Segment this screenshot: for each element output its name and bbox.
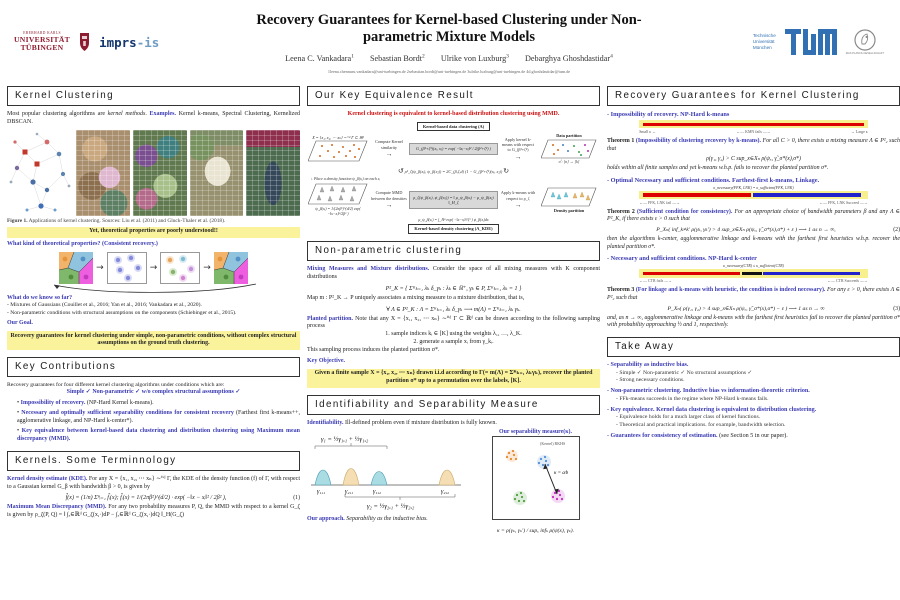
separability-figure bbox=[471, 429, 600, 537]
know-so-far-title: What do we know so far? bbox=[7, 294, 73, 301]
theorem-3-formula-row bbox=[607, 306, 900, 312]
tuebingen-crest-icon bbox=[78, 32, 91, 52]
mixing-space-formula: P²_K = { Σᴷₖ₌₁ λₖ δ_γₖ : λₖ ∈ ℝ⁺, γₖ ∈ P, Σᴷₖ₌₁ λₖ = 1 } bbox=[385, 285, 522, 292]
bar2-label-left: ←–– FFK, LNK fail ––→ bbox=[639, 200, 680, 205]
impossibility-subhead: - Impossibility of recovery. NP-Hard k-means bbox=[607, 111, 730, 118]
intro-pre: Most popular clustering algorithms are bbox=[7, 111, 108, 117]
kernel-clustering-intro bbox=[7, 111, 300, 127]
left-column bbox=[7, 86, 300, 598]
theorem-3-formula: P_Xₙ( ρ(γ₁, γ₂) > 4 sup_x∈Xₙ ρ(ψₓ, γ̃_σ*(x),σ*) − ε ) ⟶ 1 as n → ∞ bbox=[667, 305, 825, 312]
contribution-bullet-1: • Impossibility of recovery. (NP-Hard Kernel k-means). bbox=[17, 400, 154, 407]
sampling-step-2: 2. generate a sample xᵢ from γ_kᵢ. bbox=[413, 339, 494, 346]
theorem-1-label: Theorem 1 bbox=[607, 137, 635, 144]
eq-number-3: (3) bbox=[893, 305, 900, 312]
theorem-2-after: then the algorithms k-center, agglommerative linkage and k-means with the farthest first heuristics w.h.p. recover the planted partition σ*. bbox=[607, 236, 900, 250]
separability-title: Our separability measure(κ). bbox=[499, 429, 572, 436]
sigma-label: σ̂ : [n] → [k] bbox=[558, 159, 580, 164]
takeaway-1-bold: - Separability as inductive bias. bbox=[607, 362, 689, 369]
kappa-bar-2 bbox=[639, 186, 868, 205]
author-1-sup: 1 bbox=[351, 53, 354, 60]
bar1-label-mid: ←–– KMN fails ––→ bbox=[736, 129, 771, 134]
theorem-1-statement: For all C > 0, there exists a mixing measure Λ ∈ P²₂ such that bbox=[607, 137, 900, 152]
data-partition-plane bbox=[538, 133, 600, 164]
down-arrow-icon: ↓ bbox=[311, 176, 313, 181]
takeaway-1-sub-2: - Strong necessary conditions. bbox=[616, 377, 685, 384]
contribution-bullet-2: • Necessary and optimally sufficient separability conditions for consistent recovery (Farthest first k-means++, agglomerative linkage, and NP-Hard k-center*). bbox=[17, 410, 300, 424]
bump-label-2: γ₂,₁ bbox=[345, 489, 354, 496]
identifiability-line bbox=[307, 420, 600, 428]
theorem-1-formula: ρ(γ₁, γ₂) > C sup_x∈Xₙ ρ(ψₓ, γ̃_σ*(x),σ*) bbox=[706, 156, 801, 163]
pipeline-arrow-3-icon: → bbox=[203, 262, 211, 273]
tuebingen-line3: TÜBINGEN bbox=[20, 42, 64, 52]
approach-rest: Separability as the inductive bias. bbox=[344, 516, 428, 523]
mixing-bold: Mixing Measures and Mixture distributions. bbox=[307, 265, 430, 272]
know-item-2: - Non-parametric conditions with structural assumptions on the components (Schiebinger et al., 2015). bbox=[7, 309, 237, 316]
partition-panel-image bbox=[59, 252, 93, 284]
density-clustering-label: Kernel-based density clustering (A_KDE) bbox=[408, 224, 498, 234]
bar2-red-segment bbox=[643, 193, 751, 196]
theorem-1-paren: (Impossibility of clustering recovery by k-means). bbox=[635, 137, 761, 144]
header bbox=[0, 0, 900, 84]
arrow-right-icon: → bbox=[514, 200, 522, 209]
theorem-2 bbox=[607, 209, 900, 224]
author-2 bbox=[370, 54, 425, 63]
tum-text bbox=[753, 33, 776, 50]
author-3-name: Ulrike von Luxburg bbox=[440, 53, 507, 63]
theorem-1 bbox=[607, 138, 900, 153]
compute-mmd-arrow bbox=[371, 190, 407, 209]
bar2-label-right: ←–– FFK, LNK Succeed ––→ bbox=[819, 200, 868, 205]
place-density-label bbox=[311, 177, 600, 182]
cycle-right-icon: ↻ bbox=[503, 166, 510, 175]
mixing-paragraph bbox=[307, 266, 600, 282]
apply-kernel-kmeans-arrow bbox=[500, 137, 536, 162]
section-title-kernel-clustering: Kernel Clustering bbox=[7, 86, 300, 106]
section-takeaway bbox=[607, 337, 900, 439]
bump-label-3: γ₁,₂ bbox=[373, 489, 382, 496]
identifiability-bold: Identifiability. bbox=[307, 419, 344, 426]
arrow-right-icon: → bbox=[385, 149, 393, 158]
mixing-rest: Consider the space of all mixing measures with K component distributions bbox=[307, 265, 600, 280]
arrow-right-icon: → bbox=[385, 200, 393, 209]
place-density-text: Place a density function ψ_β(xᵢ) on each xᵢ bbox=[313, 176, 381, 181]
kappa-annotation: κ = a⁄b bbox=[553, 471, 568, 477]
section-title-identifiability: Identifiability and Separability Measure bbox=[307, 395, 600, 415]
rkhs-label: (Kernel) RKHS bbox=[539, 441, 565, 447]
planted-paragraph bbox=[307, 316, 600, 332]
mosaic-image-2 bbox=[133, 130, 187, 216]
necessary-conditions-subhead: - Necessary and sufficient conditions. NP-Hard k-center bbox=[607, 255, 757, 263]
takeaway-2-sub-1: - FFk-means succeeds in the regime where NP-Hard k-means fails. bbox=[616, 395, 769, 402]
author-4 bbox=[525, 54, 613, 63]
mosaic-image-4 bbox=[246, 130, 300, 216]
takeaway-1-sub-1: - Simple ✓ Non-parametric ✓ No structural assumptions ✓ bbox=[616, 369, 753, 376]
kappa-bar-1 bbox=[639, 120, 868, 134]
theorem-2-label: Theorem 2 bbox=[607, 208, 635, 215]
identifiability-figures bbox=[307, 429, 600, 537]
bar3-black-segment bbox=[742, 272, 762, 275]
right-column bbox=[607, 86, 900, 598]
map-text: Map m : P²_K → P uniquely associates a mixing measure to a mixture distribution, that is, bbox=[307, 294, 525, 301]
takeaway-item-4 bbox=[607, 433, 900, 439]
our-goal-title: Our Goal. bbox=[7, 320, 33, 327]
cycle-left-icon: ↺ bbox=[397, 166, 404, 175]
data-clustering-row bbox=[307, 133, 600, 164]
kappa-formula: κ = ρ(γₖ, γₖ′) / supₓ infₖ ρ(ψ(x), γₖ). bbox=[496, 528, 575, 535]
eq-number-2: (2) bbox=[893, 227, 900, 234]
takeaway-item-1 bbox=[607, 362, 900, 383]
theorem-3-label: Theorem 3 bbox=[607, 287, 635, 294]
network-graph-image bbox=[7, 130, 73, 216]
bar3-label-left: ←–– CTR fails ––→ bbox=[639, 279, 672, 284]
theorem-3-statement: For any ε > 0, there exists Λ ∈ P²₂ such that bbox=[607, 287, 900, 302]
pipeline-arrow-1-icon: → bbox=[96, 262, 104, 273]
kappa-bar-1-labels bbox=[639, 130, 868, 134]
gamma1-equation: γ₁ = ½γ₁,₁ + ½γ₁,₂ bbox=[321, 436, 369, 444]
tum-text-line3: München bbox=[752, 44, 772, 50]
section-title-nonparametric: Non-parametric clustering bbox=[307, 241, 600, 261]
takeaway-4-bold: - Guarantees for consistency of estimation. bbox=[607, 432, 718, 439]
takeaway-4-rest: (see Section 5 in our paper). bbox=[717, 432, 788, 439]
figure-1-caption bbox=[7, 218, 300, 224]
kde-formula-row bbox=[7, 494, 300, 501]
author-1-name: Leena C. Vankadara bbox=[285, 53, 352, 63]
density-partition-label: Density partition bbox=[553, 207, 585, 213]
equivalence-diagram bbox=[307, 122, 600, 234]
bar1-red-segment bbox=[643, 123, 864, 126]
tum-text-line2: Universität bbox=[752, 39, 775, 45]
mmd-box: ρ_ζ(ψ_β(xᵢ), ψ_β(xⱼ)) = ‖ μ_ψ_β(xᵢ) − μ_ψ_β(xⱼ) ‖_H_ζ bbox=[409, 191, 498, 209]
author-2-sup: 2 bbox=[422, 53, 425, 60]
header-left-logos bbox=[0, 32, 232, 52]
kappa-bar-1-band bbox=[639, 120, 868, 128]
map-formula: ∀ Λ ∈ P²_K : Λ = Σᴷₖ₌₁ λₖ δ_γₖ ⟶ m(Λ) = Σᴷₖ₌₁ λₖ γₖ. bbox=[386, 306, 521, 313]
intro-dot: . bbox=[145, 111, 150, 117]
bar3-blue-segment bbox=[763, 272, 860, 275]
data-partition-label: Data partition bbox=[556, 133, 582, 139]
theorem-2-formula-row bbox=[607, 227, 900, 233]
labeled-clusters-image bbox=[160, 252, 200, 284]
planted-bold: Planted partition. bbox=[307, 315, 353, 322]
pipeline-return-arrow-icon bbox=[44, 283, 264, 293]
bar3-red-segment bbox=[643, 272, 740, 275]
intro-em: kernel methods bbox=[107, 111, 146, 117]
mixture-bumps-image bbox=[307, 429, 465, 511]
optimal-conditions-subhead: - Optimal Necessary and sufficient conditions. Farthest-first k-means, Linkage. bbox=[607, 176, 820, 184]
author-2-name: Sebastian Bordt bbox=[369, 53, 423, 63]
section-key-contributions bbox=[7, 357, 300, 444]
planted-rest: Note that any X = {x₁, x₂, ⋯ xₙ} ∼ⁱⁱᵈ Γ ⊂ ℝᵈ can be drawn according to the following sampling process bbox=[307, 315, 600, 330]
author-3-sup: 3 bbox=[506, 53, 509, 60]
theorem-1-after: holds within all finite samples and yet k-means w.h.p. fails to recover the planted partition σ*. bbox=[607, 165, 829, 172]
gamma2-equation: γ₂ = ½γ₂,₁ + ½γ₂,₂ bbox=[367, 503, 415, 511]
tuebingen-line2: UNIVERSITÄT bbox=[14, 34, 71, 44]
bar1-label-left: Small κ ← bbox=[639, 129, 657, 134]
mosaic-image-1 bbox=[76, 130, 130, 216]
sample-plane-image bbox=[308, 140, 368, 162]
kappa-bar-2-band bbox=[639, 191, 868, 199]
author-3 bbox=[441, 54, 509, 63]
section-terminology bbox=[7, 451, 300, 521]
psi-formula: ψ_β(xᵢ) = 1/(2πβ²)^(d/2) exp( −‖x−xᵢ‖²/2β² ) bbox=[315, 206, 361, 216]
section-nonparametric bbox=[307, 241, 600, 388]
section-kernel-clustering bbox=[7, 86, 300, 350]
bar1-label-right: → Large κ bbox=[850, 129, 868, 134]
kde-rest: For any X = {x₁, x₂, ⋯ xₙ} ∼ⁱⁱᵈ Γ, the KDE of the density function (f) of Γ, with respect to a Gaussian kernel G_β with bandwidth β > 0, is given by bbox=[7, 475, 300, 490]
takeaway-3-sub-1: - Equivalence holds for a much larger class of kernel functions. bbox=[616, 414, 761, 421]
data-partition-image bbox=[541, 139, 597, 159]
compute-mmd-label: Compute MMD between the densities bbox=[371, 190, 407, 201]
approach-bold: Our approach. bbox=[307, 516, 345, 523]
max-planck-emblem-icon bbox=[854, 29, 876, 51]
middle-column bbox=[307, 86, 600, 598]
kernel-similarity-box: G_(β²+ζ²)(xᵢ, xⱼ) = exp( −‖xᵢ−xⱼ‖² / 2(β²+ζ²) ) bbox=[409, 143, 498, 155]
tuebingen-line1: EBERHARD KARLS bbox=[23, 31, 61, 36]
know-item-1: - Mixtures of Gaussians (Couillet et al., 2016; Yan et al., 2016; Vankadara et al., 2020). bbox=[7, 302, 202, 309]
bullet-1-rest: (NP-Hard Kernel k-means). bbox=[85, 400, 154, 407]
bullet-2-bold: Necessary and optimally sufficient separability conditions for consistent recovery bbox=[21, 410, 234, 416]
kappa-bar-3-band bbox=[639, 269, 868, 277]
author-4-sup: 4 bbox=[610, 53, 613, 60]
kappa-bar-2-top: κ_necessary(FFK, LNK) = κ_sufficient(FFK, LNK) bbox=[713, 185, 794, 190]
takeaway-3-sub-2: - Theoretical and practical implications. for example, bandwidth selection. bbox=[616, 421, 786, 428]
density-plane bbox=[307, 183, 369, 216]
sample-label: X = {x₁, x₂, ⋯ xₙ} ∼ⁱⁱᵈ Γ ⊂ ℝᵈ bbox=[312, 134, 364, 140]
section-title-equivalence: Our Key Equivalence Result bbox=[307, 86, 600, 106]
partition-panel-image-2 bbox=[214, 252, 248, 284]
kappa-bar-2-labels bbox=[639, 201, 868, 205]
key-objective-highlight: Given a finite sample X = {x₁, x₂, ⋯ xₙ} drawn i.i.d according to Γ(= m(Λ) = Σᴷₖ₌₁ λₖγₖ), recover the planted partition σ* up to a permutation over the labels, [K]. bbox=[307, 369, 600, 388]
density-partition-plane bbox=[538, 187, 600, 214]
section-identifiability bbox=[307, 395, 600, 538]
section-recovery bbox=[607, 86, 900, 330]
max-planck-logo bbox=[846, 29, 884, 55]
max-planck-caption: MAX-PLANCK-GESELLSCHAFT bbox=[845, 52, 884, 55]
author-4-name: Debarghya Ghoshdastidar bbox=[524, 53, 611, 63]
key-objective-title: Key Objective. bbox=[307, 358, 345, 365]
bar3-label-right: ←–– CTR Succeeds ––→ bbox=[827, 279, 868, 284]
imprs-is-logo bbox=[99, 35, 159, 50]
takeaway-2-bold: - Non-parametric clustering. Inductive bias vs information-theoretic criterion. bbox=[607, 388, 810, 395]
equivalence-cycle-formula-row bbox=[307, 167, 600, 176]
arrow-right-icon: → bbox=[514, 152, 522, 161]
theorem-2-formula: P_Xₙ( inf_k≠k′ ρ(γₖ, γₖ′) > 4 sup_x∈Xₙ ρ(ψₓ, γ̃_σ*(x),σ*) + ε ) ⟶ 1 as n → ∞, bbox=[656, 227, 836, 234]
kde-paragraph bbox=[7, 476, 300, 492]
approach-line bbox=[307, 516, 465, 524]
theorem-3-after: and, as n → ∞, agglommerative linkage and k-means with the farthest first heuristics fail to recover the planted partition σ* with probability approaching ½ and 1, respectively. bbox=[607, 314, 900, 329]
unlabeled-clusters-image bbox=[107, 252, 147, 284]
figure-1 bbox=[7, 130, 300, 216]
kde-formula: f̂(x) = (1/n) Σⁿᵢ₌₁ f̃ᵢ(x); f̃ᵢ(x) = 1/(2πβ²)^(d/2) · exp( −‖x − xᵢ‖² / 2β² ), bbox=[65, 495, 227, 502]
takeaway-3-bold: - Key equivalence. Kernel data clustering is equivalent to distribution clustering. bbox=[607, 406, 817, 413]
cycle-formula: ρ²_ζ(ψ_β(xᵢ), ψ_β(xⱼ)) = 2C_(β,ζ,d) (1 − G_(β²+ζ²)(xᵢ, xⱼ)) bbox=[404, 168, 503, 174]
sampling-step-1: 1. sample indices kᵢ ∈ [K] using the weights λ₁, …, λ_K. bbox=[385, 331, 522, 338]
compute-similarity-label: Compute Kernel similarity bbox=[375, 139, 403, 150]
equivalence-claim: Kernel clustering is equivalent to kernel-based distribution clustering using MMD. bbox=[347, 111, 560, 117]
bar2-blue-segment bbox=[753, 193, 861, 196]
header-center bbox=[232, 10, 666, 74]
highlight-poorly-understood: Yet, theoretical properties are poorly understood!! bbox=[7, 227, 300, 238]
rkhs-scatter-image bbox=[492, 436, 580, 520]
header-right-logos bbox=[666, 29, 900, 55]
mmd-paragraph bbox=[7, 504, 300, 520]
theorem-3-paren: (For linkage and k-means with heuristic, the condition is indeed necessary). bbox=[635, 287, 826, 294]
poster-title: Recovery Guarantees for Kernel-based Clustering under Non-parametric Mixture Models bbox=[256, 12, 642, 46]
imprs-is-suffix: -is bbox=[136, 34, 160, 50]
compute-similarity-arrow bbox=[371, 139, 407, 158]
bullet-1-bold: Impossibility of recovery. bbox=[20, 400, 86, 407]
bump-label-4: γ₂,₂ bbox=[441, 489, 450, 496]
contributions-intro: Recovery guarantees for four different kernel clustering algorithms under conditions which are: bbox=[7, 381, 225, 388]
intro-post: Kernel k-means, Spectral Clustering, Kernelized DBSCAN. bbox=[7, 111, 300, 125]
mu-formula: μ_ψ_β(xᵢ) = ∫_ℝᵈ exp( −‖x−xᵢ‖²/ζ² ) ψ_β(xᵢ)dx bbox=[418, 218, 489, 223]
eq-number-1: (1) bbox=[293, 494, 300, 501]
density-plane-image bbox=[308, 183, 368, 205]
section-title-takeaway: Take Away bbox=[607, 337, 900, 357]
kappa-bar-3-top: κ_necessary(CTR) ≤ κ_sufficient(CTR) bbox=[723, 264, 784, 269]
authors-line bbox=[232, 53, 666, 63]
author-1 bbox=[285, 54, 354, 63]
bullet-2-rest: (Farthest first k-means++, agglomerative linkage, and NP-Hard k-center*). bbox=[17, 410, 300, 424]
tum-text-line1: Technische bbox=[752, 33, 776, 39]
section-title-recovery: Recovery Guarantees for Kernel Clustering bbox=[607, 86, 900, 106]
data-clustering-label: Kernel-based data clustering (A) bbox=[417, 122, 490, 132]
sample-plane bbox=[307, 135, 369, 164]
mmd-rest: For any two probability measures P, Q, the MMD with respect to a kernel G_ζ is given by ρ_ζ(P, Q) = ‖ ∫ₓ∈ℝᵈ G_ζ(x,·)dP − ∫ₓ∈ℝᵈ G_ζ(x,·)dQ ‖_H(G_ζ) bbox=[7, 504, 300, 519]
kde-bold: Kernel density estimate (KDE). bbox=[7, 475, 88, 482]
goal-highlight: Recovery guarantees for kernel clustering under simple, non-parametric conditions, without complex structural assumptions on the ground truth clustering. bbox=[7, 331, 300, 350]
section-title-terminology: Kernels. Some Terminnology bbox=[7, 451, 300, 471]
figure-1-label: Figure 1. bbox=[7, 217, 28, 224]
mmd-bold: Maximum Mean Discrepancy (MMD). bbox=[7, 504, 107, 511]
mosaic-image-3 bbox=[190, 130, 244, 216]
takeaway-item-3 bbox=[607, 407, 900, 428]
bullet-3-bold: Key equivalence between kernel-based data clustering and distribution clustering using Maximum mean discrepancy (MMD). bbox=[17, 427, 300, 442]
theorem-2-statement: For an appropriate choice of bandwidth parameters β and any Λ ∈ P²_K, if there exists ε > 0 such that bbox=[607, 208, 900, 223]
apply-kmeans-arrow bbox=[500, 190, 536, 209]
section-title-key-contributions: Key Contributions bbox=[7, 357, 300, 377]
columns bbox=[0, 84, 900, 598]
contributions-tags: Simple ✓ Non-parametric ✓ w/o complex structural assumptions ✓ bbox=[66, 389, 241, 396]
tum-logo-icon bbox=[785, 29, 837, 55]
theorem-3 bbox=[607, 287, 900, 302]
density-clustering-row bbox=[307, 183, 600, 216]
mixture-bumps-figure bbox=[307, 429, 465, 537]
section-equivalence bbox=[307, 86, 600, 234]
kappa-bar-3-labels bbox=[639, 279, 868, 283]
imprs-text: imprs bbox=[99, 34, 137, 50]
identifiability-rest: Ill-defined problem even if mixture distribution is fully known. bbox=[343, 419, 497, 426]
takeaway-item-2 bbox=[607, 388, 900, 402]
density-partition-image bbox=[541, 187, 597, 207]
question-theoretical-properties: What kind of theoretical properties? (Consistent recovery.) bbox=[7, 240, 158, 247]
kappa-bar-3 bbox=[639, 264, 868, 283]
clustering-pipeline-diagram bbox=[7, 252, 300, 284]
examples-label: Examples. bbox=[149, 111, 177, 117]
figure-1-caption-text: Applications of kernel clustering. Sources: Liu et al. (2011) and Gluck-Thaler et al. (2018). bbox=[27, 217, 226, 224]
author-emails: 1leena.chennuru.vankadara@uni-tuebingen.de 2sebastian.bordt@uni-tuebingen.de 3ulrike.luxburg@uni-tuebingen.de 4d.ghoshdastidar@tum.de bbox=[327, 68, 571, 74]
apply-kmeans-label: Apply k-means with respect to ρ_ζ bbox=[500, 190, 536, 201]
contribution-bullet-3: • Key equivalence between kernel-based data clustering and distribution clustering using Maximum mean discrepancy (MMD). bbox=[17, 427, 300, 442]
uni-tuebingen-logo bbox=[14, 32, 70, 52]
induces-text: This sampling process induces the planted partition σ*. bbox=[307, 347, 440, 354]
apply-kernel-kmeans-label: Apply kernel k-means with respect to G_(β²+ζ²) bbox=[501, 136, 535, 153]
theorem-2-paren: (Sufficient condition for consistency). bbox=[636, 208, 733, 215]
pipeline-arrow-2-icon: → bbox=[149, 262, 158, 273]
bump-label-1: γ₁,₁ bbox=[317, 489, 326, 496]
